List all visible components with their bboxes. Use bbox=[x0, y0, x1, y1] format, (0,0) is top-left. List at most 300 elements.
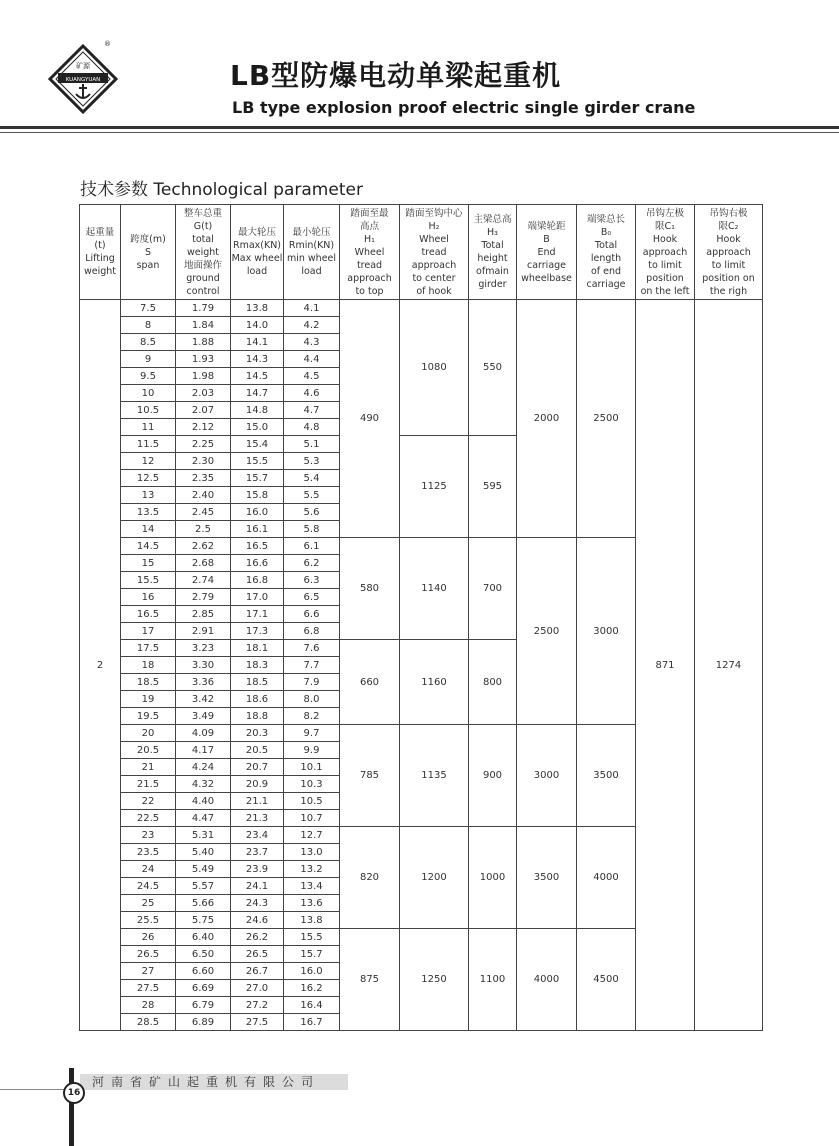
h2-cell: 1250 bbox=[400, 929, 469, 1031]
total-weight-cell: 6.79 bbox=[176, 997, 231, 1014]
max-wheel-load-cell: 14.7 bbox=[231, 385, 284, 402]
h1-cell: 875 bbox=[340, 929, 400, 1031]
column-header bbox=[231, 205, 284, 300]
column-header-line: 跨度(m) bbox=[130, 233, 166, 245]
column-header-line: ofmain bbox=[476, 266, 509, 277]
max-wheel-load-cell: 14.5 bbox=[231, 368, 284, 385]
logo-small-text: 矿源 bbox=[76, 62, 90, 70]
span-cell: 26 bbox=[121, 929, 176, 946]
min-wheel-load-cell: 9.7 bbox=[284, 725, 340, 742]
total-weight-cell: 4.09 bbox=[176, 725, 231, 742]
total-weight-cell: 2.35 bbox=[176, 470, 231, 487]
min-wheel-load-cell: 10.5 bbox=[284, 793, 340, 810]
column-header-line: approach bbox=[706, 246, 751, 258]
total-weight-cell: 2.74 bbox=[176, 572, 231, 589]
min-wheel-load-cell: 6.1 bbox=[284, 538, 340, 555]
total-weight-cell: 3.30 bbox=[176, 657, 231, 674]
span-cell: 15 bbox=[121, 555, 176, 572]
max-wheel-load-cell: 15.4 bbox=[231, 436, 284, 453]
max-wheel-load-cell: 18.5 bbox=[231, 674, 284, 691]
span-cell: 16 bbox=[121, 589, 176, 606]
column-header-line: to limit bbox=[648, 259, 682, 271]
total-weight-cell: 1.93 bbox=[176, 351, 231, 368]
total-weight-cell: 1.84 bbox=[176, 317, 231, 334]
span-cell: 27 bbox=[121, 963, 176, 980]
h3-cell: 1000 bbox=[469, 827, 517, 929]
span-cell: 20 bbox=[121, 725, 176, 742]
column-header-line: 限C₂ bbox=[718, 220, 739, 232]
column-header-line: weight bbox=[186, 246, 220, 258]
total-weight-cell: 4.47 bbox=[176, 810, 231, 827]
section-title: 技术参数 Technological parameter bbox=[80, 180, 363, 200]
max-wheel-load-cell: 15.7 bbox=[231, 470, 284, 487]
column-header-line: H₁ bbox=[364, 233, 375, 245]
span-cell: 26.5 bbox=[121, 946, 176, 963]
total-weight-cell: 2.45 bbox=[176, 504, 231, 521]
column-header-line: Max wheel bbox=[231, 253, 283, 264]
column-header-line: approach bbox=[642, 246, 688, 258]
span-cell: 24.5 bbox=[121, 878, 176, 895]
min-wheel-load-cell: 15.7 bbox=[284, 946, 340, 963]
page-number: 16 bbox=[63, 1082, 85, 1104]
span-cell: 12 bbox=[121, 453, 176, 470]
span-cell: 17 bbox=[121, 623, 176, 640]
min-wheel-load-cell: 4.2 bbox=[284, 317, 340, 334]
span-cell: 19 bbox=[121, 691, 176, 708]
h3-cell: 900 bbox=[469, 725, 517, 827]
span-cell: 12.5 bbox=[121, 470, 176, 487]
column-header-line: Hook bbox=[716, 233, 741, 245]
max-wheel-load-cell: 24.1 bbox=[231, 878, 284, 895]
total-weight-cell: 6.69 bbox=[176, 980, 231, 997]
span-cell: 11 bbox=[121, 419, 176, 436]
span-cell: 8 bbox=[121, 317, 176, 334]
footer-company: 河南省矿山起重机有限公司 bbox=[92, 1075, 321, 1089]
wheelbase-cell: 3500 bbox=[517, 827, 577, 929]
min-wheel-load-cell: 13.2 bbox=[284, 861, 340, 878]
min-wheel-load-cell: 16.0 bbox=[284, 963, 340, 980]
min-wheel-load-cell: 8.2 bbox=[284, 708, 340, 725]
h1-cell: 785 bbox=[340, 725, 400, 827]
span-cell: 25.5 bbox=[121, 912, 176, 929]
column-header bbox=[636, 205, 695, 300]
max-wheel-load-cell: 20.5 bbox=[231, 742, 284, 759]
max-wheel-load-cell: 27.0 bbox=[231, 980, 284, 997]
max-wheel-load-cell: 21.1 bbox=[231, 793, 284, 810]
total-weight-cell: 3.36 bbox=[176, 674, 231, 691]
wheelbase-cell: 3000 bbox=[517, 725, 577, 827]
span-cell: 25 bbox=[121, 895, 176, 912]
min-wheel-load-cell: 8.0 bbox=[284, 691, 340, 708]
column-header-line: Rmax(KN) bbox=[232, 240, 282, 251]
lifting-weight-cell: 2 bbox=[80, 300, 121, 1031]
max-wheel-load-cell: 16.5 bbox=[231, 538, 284, 555]
h2-cell: 1125 bbox=[400, 436, 469, 538]
column-header-line: min wheel bbox=[286, 253, 337, 264]
min-wheel-load-cell: 16.7 bbox=[284, 1014, 340, 1031]
total-weight-cell: 2.25 bbox=[176, 436, 231, 453]
max-wheel-load-cell: 24.6 bbox=[231, 912, 284, 929]
span-cell: 18 bbox=[121, 657, 176, 674]
column-header-line: wheelbase bbox=[521, 272, 572, 284]
min-wheel-load-cell: 4.6 bbox=[284, 385, 340, 402]
min-wheel-load-cell: 7.7 bbox=[284, 657, 340, 674]
total-weight-cell: 6.40 bbox=[176, 929, 231, 946]
column-header-line: Lifting bbox=[85, 253, 115, 264]
column-header bbox=[176, 205, 231, 300]
max-wheel-load-cell: 16.1 bbox=[231, 521, 284, 538]
min-wheel-load-cell: 5.4 bbox=[284, 470, 340, 487]
max-wheel-load-cell: 17.0 bbox=[231, 589, 284, 606]
header-rule-thin bbox=[0, 132, 839, 133]
h1-cell: 490 bbox=[340, 300, 400, 538]
column-header-line: position on bbox=[702, 272, 755, 284]
min-wheel-load-cell: 10.3 bbox=[284, 776, 340, 793]
registered-mark: ® bbox=[104, 40, 111, 48]
min-wheel-load-cell: 4.1 bbox=[284, 300, 340, 317]
table-body bbox=[80, 300, 763, 1031]
total-weight-cell: 2.68 bbox=[176, 555, 231, 572]
min-wheel-load-cell: 4.7 bbox=[284, 402, 340, 419]
column-header-line: girder bbox=[478, 279, 507, 290]
max-wheel-load-cell: 21.3 bbox=[231, 810, 284, 827]
column-header-line: tread bbox=[356, 259, 383, 271]
min-wheel-load-cell: 5.3 bbox=[284, 453, 340, 470]
h1-cell: 580 bbox=[340, 538, 400, 640]
column-header-line: 端梁总长 bbox=[586, 214, 625, 225]
column-header-line: total bbox=[192, 233, 214, 245]
logo-band-text: KUANGYUAN bbox=[65, 77, 101, 83]
span-cell: 27.5 bbox=[121, 980, 176, 997]
column-header-line: (t) bbox=[94, 240, 106, 251]
column-header-line: of end bbox=[590, 266, 622, 277]
table-row bbox=[80, 300, 763, 317]
span-cell: 13 bbox=[121, 487, 176, 504]
h3-cell: 595 bbox=[469, 436, 517, 538]
hook-left-limit-cell: 871 bbox=[636, 300, 695, 1031]
column-header-line: S bbox=[144, 246, 152, 258]
column-header bbox=[695, 205, 763, 300]
column-header-line: 吊钩左极 bbox=[645, 207, 684, 219]
column-header-line: approach bbox=[411, 259, 457, 271]
column-header-line: H₃ bbox=[487, 227, 498, 238]
total-weight-cell: 5.49 bbox=[176, 861, 231, 878]
max-wheel-load-cell: 26.5 bbox=[231, 946, 284, 963]
column-header-line: load bbox=[301, 266, 322, 277]
span-cell: 20.5 bbox=[121, 742, 176, 759]
span-cell: 19.5 bbox=[121, 708, 176, 725]
span-cell: 14.5 bbox=[121, 538, 176, 555]
total-weight-cell: 2.40 bbox=[176, 487, 231, 504]
max-wheel-load-cell: 15.5 bbox=[231, 453, 284, 470]
column-header-line: Rmin(KN) bbox=[288, 240, 335, 251]
page-title-cn: LB型防爆电动单梁起重机 bbox=[230, 59, 562, 92]
column-header-line: weight bbox=[83, 266, 117, 277]
h2-cell: 1140 bbox=[400, 538, 469, 640]
column-header-line: H₂ bbox=[428, 220, 440, 232]
total-weight-cell: 3.23 bbox=[176, 640, 231, 657]
column-header-line: load bbox=[246, 266, 268, 277]
max-wheel-load-cell: 23.4 bbox=[231, 827, 284, 844]
wheelbase-cell: 2000 bbox=[517, 300, 577, 538]
parameter-table bbox=[79, 204, 763, 1031]
min-wheel-load-cell: 4.5 bbox=[284, 368, 340, 385]
span-cell: 13.5 bbox=[121, 504, 176, 521]
span-cell: 28 bbox=[121, 997, 176, 1014]
max-wheel-load-cell: 14.3 bbox=[231, 351, 284, 368]
column-header bbox=[517, 205, 577, 300]
total-weight-cell: 5.75 bbox=[176, 912, 231, 929]
total-weight-cell: 1.98 bbox=[176, 368, 231, 385]
total-weight-cell: 5.31 bbox=[176, 827, 231, 844]
total-weight-cell: 1.88 bbox=[176, 334, 231, 351]
span-cell: 8.5 bbox=[121, 334, 176, 351]
max-wheel-load-cell: 16.6 bbox=[231, 555, 284, 572]
max-wheel-load-cell: 24.3 bbox=[231, 895, 284, 912]
total-weight-cell: 2.12 bbox=[176, 419, 231, 436]
column-header bbox=[340, 205, 400, 300]
column-header bbox=[284, 205, 340, 300]
span-cell: 15.5 bbox=[121, 572, 176, 589]
max-wheel-load-cell: 16.8 bbox=[231, 572, 284, 589]
column-header-line: 最小轮压 bbox=[292, 227, 331, 238]
column-header-line: 整车总重 bbox=[183, 207, 222, 219]
span-cell: 24 bbox=[121, 861, 176, 878]
h3-cell: 800 bbox=[469, 640, 517, 725]
max-wheel-load-cell: 14.0 bbox=[231, 317, 284, 334]
column-header-line: Total bbox=[481, 240, 504, 251]
total-weight-cell: 4.17 bbox=[176, 742, 231, 759]
column-header bbox=[80, 205, 121, 300]
max-wheel-load-cell: 20.7 bbox=[231, 759, 284, 776]
max-wheel-load-cell: 26.2 bbox=[231, 929, 284, 946]
column-header-line: height bbox=[477, 253, 508, 264]
wheelbase-cell: 2500 bbox=[517, 538, 577, 725]
min-wheel-load-cell: 5.6 bbox=[284, 504, 340, 521]
min-wheel-load-cell: 13.0 bbox=[284, 844, 340, 861]
span-cell: 21 bbox=[121, 759, 176, 776]
column-header bbox=[121, 205, 176, 300]
max-wheel-load-cell: 17.1 bbox=[231, 606, 284, 623]
min-wheel-load-cell: 7.9 bbox=[284, 674, 340, 691]
column-header-line: 主梁总高 bbox=[473, 214, 512, 225]
footer-vertical-bar bbox=[69, 1068, 74, 1146]
max-wheel-load-cell: 23.7 bbox=[231, 844, 284, 861]
max-wheel-load-cell: 14.8 bbox=[231, 402, 284, 419]
min-wheel-load-cell: 16.4 bbox=[284, 997, 340, 1014]
span-cell: 18.5 bbox=[121, 674, 176, 691]
min-wheel-load-cell: 6.3 bbox=[284, 572, 340, 589]
max-wheel-load-cell: 15.0 bbox=[231, 419, 284, 436]
h3-cell: 700 bbox=[469, 538, 517, 640]
span-cell: 21.5 bbox=[121, 776, 176, 793]
h3-cell: 550 bbox=[469, 300, 517, 436]
min-wheel-load-cell: 6.8 bbox=[284, 623, 340, 640]
total-weight-cell: 4.24 bbox=[176, 759, 231, 776]
span-cell: 10.5 bbox=[121, 402, 176, 419]
span-cell: 7.5 bbox=[121, 300, 176, 317]
total-weight-cell: 2.91 bbox=[176, 623, 231, 640]
span-cell: 14 bbox=[121, 521, 176, 538]
max-wheel-load-cell: 17.3 bbox=[231, 623, 284, 640]
total-weight-cell: 2.07 bbox=[176, 402, 231, 419]
min-wheel-load-cell: 13.4 bbox=[284, 878, 340, 895]
column-header-line: length bbox=[590, 253, 622, 264]
total-weight-cell: 3.49 bbox=[176, 708, 231, 725]
column-header-line: carriage bbox=[526, 259, 567, 271]
column-header-line: span bbox=[136, 259, 160, 271]
column-header-line: B₀ bbox=[600, 227, 612, 238]
column-header bbox=[400, 205, 469, 300]
hook-right-limit-cell: 1274 bbox=[695, 300, 763, 1031]
span-cell: 11.5 bbox=[121, 436, 176, 453]
column-header-line: Total bbox=[594, 240, 618, 251]
column-header-line: of hook bbox=[416, 285, 452, 297]
span-cell: 9.5 bbox=[121, 368, 176, 385]
column-header-line: B bbox=[543, 233, 550, 245]
span-cell: 23 bbox=[121, 827, 176, 844]
span-cell: 22.5 bbox=[121, 810, 176, 827]
min-wheel-load-cell: 6.2 bbox=[284, 555, 340, 572]
column-header bbox=[469, 205, 517, 300]
column-header-line: to top bbox=[355, 285, 384, 297]
total-weight-cell: 4.40 bbox=[176, 793, 231, 810]
column-header bbox=[577, 205, 636, 300]
min-wheel-load-cell: 15.5 bbox=[284, 929, 340, 946]
column-header-line: tread bbox=[421, 246, 447, 258]
h2-cell: 1080 bbox=[400, 300, 469, 436]
column-header-line: carriage bbox=[586, 279, 626, 290]
column-header-line: Hook bbox=[652, 233, 678, 245]
max-wheel-load-cell: 18.1 bbox=[231, 640, 284, 657]
total-weight-cell: 2.62 bbox=[176, 538, 231, 555]
column-header-line: to center bbox=[412, 272, 456, 284]
total-weight-cell: 5.66 bbox=[176, 895, 231, 912]
max-wheel-load-cell: 18.6 bbox=[231, 691, 284, 708]
column-header-line: 地面操作 bbox=[183, 259, 222, 271]
wheelbase-cell: 4000 bbox=[517, 929, 577, 1031]
min-wheel-load-cell: 5.5 bbox=[284, 487, 340, 504]
end-carriage-length-cell: 2500 bbox=[577, 300, 636, 538]
min-wheel-load-cell: 6.5 bbox=[284, 589, 340, 606]
min-wheel-load-cell: 12.7 bbox=[284, 827, 340, 844]
max-wheel-load-cell: 20.9 bbox=[231, 776, 284, 793]
end-carriage-length-cell: 3000 bbox=[577, 538, 636, 725]
max-wheel-load-cell: 14.1 bbox=[231, 334, 284, 351]
total-weight-cell: 2.30 bbox=[176, 453, 231, 470]
column-header-line: 最大轮压 bbox=[237, 227, 276, 238]
span-cell: 23.5 bbox=[121, 844, 176, 861]
table-header-row bbox=[80, 205, 763, 300]
min-wheel-load-cell: 9.9 bbox=[284, 742, 340, 759]
min-wheel-load-cell: 5.1 bbox=[284, 436, 340, 453]
min-wheel-load-cell: 4.4 bbox=[284, 351, 340, 368]
column-header-line: 踏面至钩中心 bbox=[405, 207, 463, 219]
total-weight-cell: 4.32 bbox=[176, 776, 231, 793]
span-cell: 22 bbox=[121, 793, 176, 810]
max-wheel-load-cell: 15.8 bbox=[231, 487, 284, 504]
end-carriage-length-cell: 4500 bbox=[577, 929, 636, 1031]
column-header-line: 限C₁ bbox=[655, 220, 675, 232]
span-cell: 28.5 bbox=[121, 1014, 176, 1031]
h2-cell: 1200 bbox=[400, 827, 469, 929]
max-wheel-load-cell: 16.0 bbox=[231, 504, 284, 521]
total-weight-cell: 3.42 bbox=[176, 691, 231, 708]
h3-cell: 1100 bbox=[469, 929, 517, 1031]
h1-cell: 660 bbox=[340, 640, 400, 725]
column-header-line: 吊钩右极 bbox=[709, 207, 748, 219]
total-weight-cell: 6.50 bbox=[176, 946, 231, 963]
max-wheel-load-cell: 26.7 bbox=[231, 963, 284, 980]
header-rule-thick bbox=[0, 126, 839, 129]
span-cell: 10 bbox=[121, 385, 176, 402]
min-wheel-load-cell: 4.8 bbox=[284, 419, 340, 436]
max-wheel-load-cell: 18.3 bbox=[231, 657, 284, 674]
max-wheel-load-cell: 18.8 bbox=[231, 708, 284, 725]
column-header-line: the righ bbox=[709, 285, 748, 297]
total-weight-cell: 2.5 bbox=[176, 521, 231, 538]
max-wheel-load-cell: 20.3 bbox=[231, 725, 284, 742]
end-carriage-length-cell: 4000 bbox=[577, 827, 636, 929]
column-header-line: Wheel bbox=[419, 233, 449, 245]
column-header-line: 踏面至最 bbox=[350, 207, 389, 219]
total-weight-cell: 6.60 bbox=[176, 963, 231, 980]
max-wheel-load-cell: 23.9 bbox=[231, 861, 284, 878]
max-wheel-load-cell: 13.8 bbox=[231, 300, 284, 317]
min-wheel-load-cell: 4.3 bbox=[284, 334, 340, 351]
column-header-line: Wheel bbox=[354, 246, 385, 258]
page-title-en: LB type explosion proof electric single girder crane bbox=[232, 98, 696, 117]
min-wheel-load-cell: 10.1 bbox=[284, 759, 340, 776]
max-wheel-load-cell: 27.2 bbox=[231, 997, 284, 1014]
column-header-line: on the left bbox=[640, 285, 690, 297]
column-header-line: approach bbox=[347, 272, 392, 284]
column-header-line: 端梁轮距 bbox=[527, 220, 566, 232]
min-wheel-load-cell: 7.6 bbox=[284, 640, 340, 657]
span-cell: 16.5 bbox=[121, 606, 176, 623]
total-weight-cell: 5.57 bbox=[176, 878, 231, 895]
column-header-line: control bbox=[186, 285, 220, 297]
end-carriage-length-cell: 3500 bbox=[577, 725, 636, 827]
column-header-line: End bbox=[537, 246, 556, 258]
total-weight-cell: 6.89 bbox=[176, 1014, 231, 1031]
h2-cell: 1160 bbox=[400, 640, 469, 725]
total-weight-cell: 2.03 bbox=[176, 385, 231, 402]
min-wheel-load-cell: 13.8 bbox=[284, 912, 340, 929]
column-header-line: 起重量 bbox=[85, 227, 115, 238]
min-wheel-load-cell: 5.8 bbox=[284, 521, 340, 538]
min-wheel-load-cell: 6.6 bbox=[284, 606, 340, 623]
min-wheel-load-cell: 10.7 bbox=[284, 810, 340, 827]
total-weight-cell: 1.79 bbox=[176, 300, 231, 317]
span-cell: 9 bbox=[121, 351, 176, 368]
min-wheel-load-cell: 16.2 bbox=[284, 980, 340, 997]
column-header-line: G(t) bbox=[193, 220, 213, 232]
column-header-line: 高点 bbox=[359, 220, 379, 232]
span-cell: 17.5 bbox=[121, 640, 176, 657]
company-logo bbox=[48, 44, 118, 114]
column-header-line: to limit bbox=[711, 259, 746, 271]
min-wheel-load-cell: 13.6 bbox=[284, 895, 340, 912]
column-header-line: position bbox=[646, 272, 684, 284]
total-weight-cell: 5.40 bbox=[176, 844, 231, 861]
h2-cell: 1135 bbox=[400, 725, 469, 827]
max-wheel-load-cell: 27.5 bbox=[231, 1014, 284, 1031]
total-weight-cell: 2.79 bbox=[176, 589, 231, 606]
total-weight-cell: 2.85 bbox=[176, 606, 231, 623]
column-header-line: ground bbox=[186, 272, 220, 284]
h1-cell: 820 bbox=[340, 827, 400, 929]
